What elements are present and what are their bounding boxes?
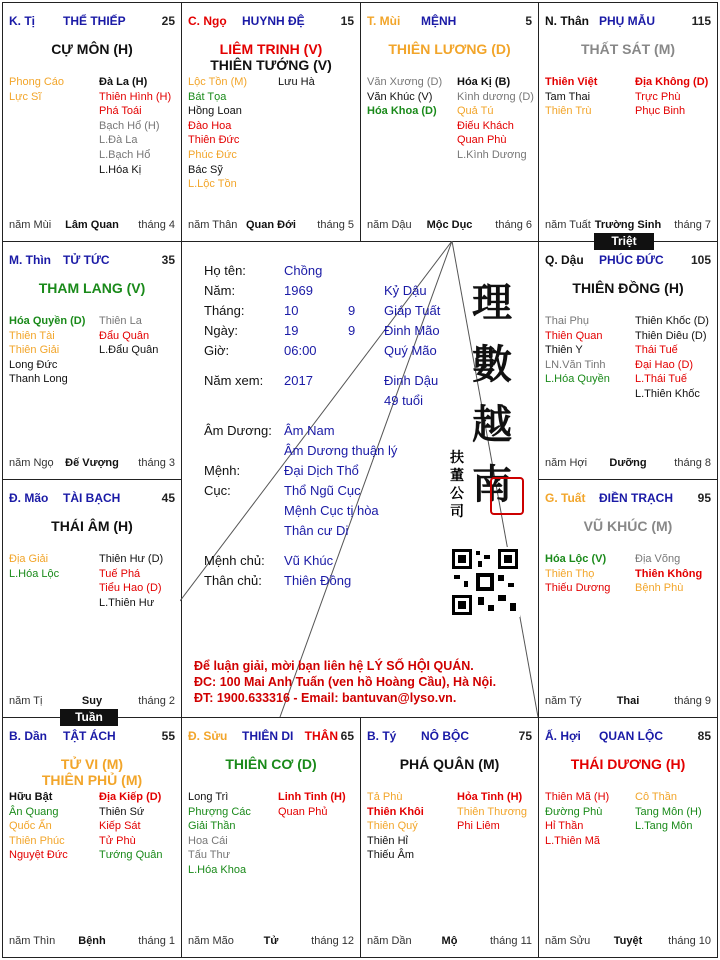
center-info-panel: [180, 241, 538, 717]
palace-number: 65: [340, 729, 354, 743]
palace-header: [9, 253, 175, 269]
minor-star: Quan Phù: [457, 134, 507, 147]
minor-star: Phục Binh: [635, 105, 686, 118]
amduong-note: Âm Dương thuận lý: [284, 443, 398, 458]
minor-star: Thiếu Âm: [367, 849, 415, 862]
minor-star: Quan Phủ: [278, 805, 328, 818]
cuc-value: Thổ Ngũ Cục: [284, 483, 361, 498]
minor-stars-left: [545, 314, 610, 387]
year-cycle: năm Hợi: [545, 457, 588, 469]
minor-stars-right: [635, 75, 708, 119]
life-stage: Mộc Dục: [426, 219, 473, 231]
minor-star: Lực Sĩ: [9, 90, 42, 103]
tuan-badge: Tuần: [60, 709, 118, 726]
minor-star: Thiên Khôi: [367, 805, 424, 818]
minor-star: Hoa Cái: [188, 834, 228, 847]
minor-star: Thái Tuế: [635, 344, 678, 357]
month-cycle: tháng 7: [674, 219, 711, 231]
palace-number: 115: [691, 14, 711, 28]
minor-star: Thiên Sứ: [99, 805, 145, 818]
palace-branch: B. Dần: [9, 729, 48, 743]
minor-star: Lưu Hà: [278, 76, 315, 88]
minor-star: Hóa Quyền (D): [9, 315, 86, 327]
triet-badge: Triệt: [594, 233, 654, 250]
palace-name: THIÊN DI: [242, 729, 294, 743]
name-label: Họ tên:: [204, 263, 246, 278]
palace-number: 55: [161, 729, 175, 743]
minor-star: Thiên Việt: [545, 76, 598, 88]
minor-star: Kiếp Sát: [99, 820, 141, 833]
minor-stars-left: [545, 552, 610, 596]
cuc-relation: Mệnh Cục tị hòa: [284, 503, 379, 518]
month-cycle: tháng 6: [495, 219, 532, 231]
year-can: Kỷ Dậu: [384, 283, 427, 298]
palace-branch: K. Tị: [9, 14, 35, 28]
month-cycle: tháng 11: [489, 935, 532, 947]
minor-star: Thanh Long: [9, 373, 68, 386]
minor-star: L.Thiên Hư: [99, 596, 155, 609]
palace-suu[interactable]: [181, 717, 361, 958]
palace-footer: [367, 935, 532, 949]
palace-name: PHỤ MẪU: [599, 14, 655, 28]
main-star: TỬ VI (M): [60, 756, 124, 772]
minor-star: Phi Liêm: [457, 820, 500, 833]
minor-star: L.Thiên Mã: [545, 834, 601, 847]
palace-name: HUYNH ĐỆ: [242, 14, 305, 28]
minor-stars-right: [99, 314, 158, 358]
palace-number: 85: [697, 729, 711, 743]
minor-stars-left: [545, 790, 609, 848]
year-cycle: năm Dậu: [367, 219, 412, 231]
minor-stars-right: [99, 75, 171, 177]
minor-stars-left: [188, 75, 247, 192]
palace-footer: [9, 695, 175, 709]
life-stage: Suy: [81, 695, 103, 707]
minor-star: Đường Phù: [545, 805, 603, 818]
minor-stars-right: [278, 790, 346, 819]
palace-name: MỆNH: [421, 14, 457, 28]
minor-star: Phúc Đức: [188, 148, 237, 161]
minor-star: Hóa Kị (B): [457, 76, 511, 88]
palace-mao[interactable]: [2, 479, 182, 718]
minor-star: Thiên Y: [545, 344, 583, 357]
minor-star: Cô Thần: [635, 791, 677, 803]
minor-star: L.Tang Môn: [635, 820, 693, 833]
minor-stars-left: [9, 75, 64, 104]
palace-branch: Đ. Sửu: [188, 729, 228, 743]
palace-branch: N. Thân: [545, 14, 589, 28]
palace-ti[interactable]: [2, 2, 182, 242]
minor-stars-right: [457, 75, 534, 163]
age-value: 49 tuổi: [384, 393, 424, 408]
main-star: THẤT SÁT (M): [580, 41, 676, 57]
life-stage: Đế Vượng: [65, 457, 119, 469]
life-stage: Bệnh: [78, 935, 106, 947]
palace-branch: M. Thìn: [9, 253, 51, 267]
minor-star: Thiên Diêu (D): [635, 329, 707, 342]
minor-star: L.Thiên Khốc: [635, 387, 700, 400]
main-star: PHÁ QUÂN (M): [399, 756, 500, 772]
minor-stars-right: [278, 75, 315, 90]
year-cycle: năm Mùi: [9, 219, 52, 231]
palace-name: NÔ BỘC: [421, 729, 469, 743]
main-star: THIÊN LƯƠNG (D): [388, 41, 511, 57]
minor-star: L.Đà La: [99, 134, 138, 147]
palace-thin[interactable]: [2, 241, 182, 480]
palace-number: 95: [697, 491, 711, 505]
view-year-value: 2017: [284, 373, 313, 388]
palace-footer: [9, 457, 175, 471]
palace-number: 15: [340, 14, 354, 28]
month-cycle: tháng 4: [138, 219, 175, 231]
month-cycle: tháng 5: [317, 219, 354, 231]
palace-header: [367, 14, 532, 30]
minor-star: Long Đức: [9, 358, 58, 371]
minor-star: Thiên Giải: [9, 344, 60, 357]
minor-star: L.Hóa Kị: [99, 163, 142, 176]
minor-star: Thiên Không: [635, 567, 703, 580]
main-star: THIÊN ĐỒNG (H): [572, 280, 684, 296]
palace-footer: [367, 219, 532, 233]
palace-than[interactable]: [538, 2, 718, 242]
minor-star: Bác Sỹ: [188, 163, 223, 176]
life-stage: Trường Sinh: [594, 219, 662, 231]
calligraphy-char-1: 理: [472, 279, 512, 326]
amduong-label: Âm Dương:: [204, 423, 272, 438]
day-can: Đinh Mão: [384, 323, 440, 338]
calligraphy-char-4: 南: [472, 461, 512, 508]
minor-stars-right: [457, 790, 527, 834]
palace-tuat[interactable]: [538, 479, 718, 718]
calligraphy-char-2: 數: [472, 341, 512, 388]
seal-text-left: 扶 董 公 司: [450, 450, 464, 520]
main-star: THIÊN TƯỚNG (V): [210, 57, 332, 73]
palace-number: 75: [518, 729, 532, 743]
year-cycle: năm Sửu: [545, 935, 591, 947]
life-stage: Dưỡng: [609, 457, 647, 469]
minor-star: Hỏa Tinh (H): [457, 791, 523, 803]
year-cycle: năm Tị: [9, 695, 43, 707]
palace-name: TÀI BẠCH: [63, 491, 121, 505]
minor-star: L.Đẩu Quân: [99, 344, 159, 357]
minor-star: Địa Kiếp (D): [99, 791, 162, 803]
day-label: Ngày:: [204, 323, 238, 338]
minor-stars-right: [99, 552, 163, 610]
minor-star: Phượng Các: [188, 805, 251, 818]
minor-star: Tấu Thư: [188, 849, 231, 862]
than-chu-label: Thân chủ:: [204, 573, 262, 588]
minor-stars-left: [188, 790, 251, 878]
palace-footer: [545, 695, 711, 709]
contact-address: ĐC: 100 Mai Anh Tuấn (ven hồ Hoàng Cầu), Hà Nội.: [194, 675, 497, 689]
palace-footer: [545, 935, 711, 949]
palace-header: [545, 14, 711, 30]
minor-star: Đà La (H): [99, 76, 148, 88]
minor-star: Kình dương (D): [457, 90, 534, 103]
palace-number: 45: [161, 491, 175, 505]
palace-header: [188, 729, 354, 745]
minor-star: Thiên Đức: [188, 134, 240, 147]
minor-star: Phá Toái: [99, 105, 142, 118]
palace-name: TỬ TỨC: [63, 253, 110, 267]
minor-star: L.Hóa Khoa: [188, 863, 247, 876]
palace-number: 35: [161, 253, 175, 267]
minor-star: Nguyệt Đức: [9, 849, 68, 862]
contact-line-1: Để luận giải, mời bạn liên hệ LÝ SỐ HỘI QUÁN.: [194, 659, 474, 673]
than-cu: Thân cư Di: [284, 523, 349, 538]
minor-star: Địa Võng: [635, 553, 681, 565]
main-star: THAM LANG (V): [38, 280, 146, 296]
year-label: Năm:: [204, 283, 236, 298]
minor-star: Lộc Tồn (M): [188, 76, 248, 88]
minor-star: Phong Cáo: [9, 76, 65, 88]
minor-star: LN.Văn Tinh: [545, 358, 606, 371]
minor-star: L.Bạch Hổ: [99, 148, 151, 161]
minor-star: Bát Tọa: [188, 90, 227, 103]
minor-star: Văn Xương (D): [367, 76, 443, 88]
menh-value: Đại Dịch Thổ: [284, 463, 359, 478]
minor-star: Thiên Thương: [457, 805, 528, 818]
year-cycle: năm Thìn: [9, 935, 56, 947]
palace-name: ĐIỀN TRẠCH: [599, 491, 673, 505]
palace-name: QUAN LỘC: [599, 729, 663, 743]
minor-stars-left: [367, 75, 442, 119]
minor-stars-left: [9, 314, 85, 387]
minor-stars-left: [9, 790, 68, 863]
main-star: LIÊM TRINH (V): [219, 41, 323, 57]
minor-star: Bạch Hổ (H): [99, 119, 160, 132]
palace-dan[interactable]: [2, 717, 182, 958]
minor-star: Tang Môn (H): [635, 805, 702, 818]
minor-star: Quả Tú: [457, 105, 494, 118]
minor-star: Hóa Lộc (V): [545, 553, 607, 565]
minor-star: Long Trì: [188, 791, 229, 803]
palace-hoi[interactable]: [538, 717, 718, 958]
month-label: Tháng:: [204, 303, 245, 318]
minor-star: Đẩu Quân: [99, 329, 150, 342]
minor-star: Thiên Quan: [545, 329, 603, 342]
year-cycle: năm Tý: [545, 695, 582, 707]
minor-star: Tam Thai: [545, 90, 591, 103]
year-cycle: năm Ngọ: [9, 457, 54, 469]
minor-star: Đại Hao (D): [635, 358, 694, 371]
minor-stars-left: [367, 790, 424, 863]
name-value: Chồng: [284, 263, 323, 278]
minor-star: Tử Phù: [99, 834, 136, 847]
month-can: Giáp Tuất: [384, 303, 441, 318]
menh-chu-label: Mệnh chủ:: [204, 553, 265, 568]
view-year-label: Năm xem:: [204, 373, 264, 388]
minor-star: Địa Giải: [9, 553, 49, 565]
minor-star: Bệnh Phù: [635, 582, 684, 595]
month-cycle: tháng 9: [674, 695, 711, 707]
month-day: 9: [348, 303, 356, 318]
palace-ngo[interactable]: [181, 2, 361, 242]
palace-branch: Q. Dậu: [545, 253, 584, 267]
palace-branch: B. Tý: [367, 729, 397, 743]
minor-star: Hồng Loan: [188, 105, 242, 118]
palace-footer: [545, 219, 711, 233]
minor-star: Thiên Thọ: [545, 567, 595, 580]
life-stage: Mộ: [441, 935, 458, 947]
year-cycle: năm Dần: [367, 935, 412, 947]
main-star: THIÊN CƠ (D): [225, 756, 317, 772]
palace-branch: G. Tuất: [545, 491, 586, 505]
palace-footer: [188, 219, 354, 233]
minor-star: Thiếu Dương: [545, 582, 611, 595]
life-stage: Quan Đới: [246, 219, 296, 231]
palace-header: [545, 729, 711, 745]
minor-stars-right: [99, 790, 163, 863]
day-day: 9: [348, 323, 356, 338]
menh-chu-value: Vũ Khúc: [284, 553, 334, 568]
main-star: THÁI DƯƠNG (H): [570, 756, 686, 772]
palace-footer: [9, 935, 175, 949]
palace-ty[interactable]: [360, 717, 539, 958]
life-stage: Tuyệt: [613, 935, 643, 947]
minor-star: Thiên Hỉ: [367, 834, 408, 847]
palace-footer: [188, 935, 354, 949]
minor-star: Hóa Khoa (D): [367, 105, 437, 118]
palace-header: [9, 729, 175, 745]
year-cycle: năm Mão: [188, 935, 234, 947]
view-year-can: Đinh Dậu: [384, 373, 439, 388]
minor-stars-left: [9, 552, 59, 581]
minor-star: L.Kình Dương: [457, 148, 527, 161]
palace-dau[interactable]: [538, 241, 718, 480]
minor-star: Linh Tinh (H): [278, 791, 346, 803]
minor-star: Thiên Hư (D): [99, 553, 164, 565]
palace-footer: [545, 457, 711, 471]
minor-star: Giải Thần: [188, 820, 236, 833]
palace-branch: C. Ngọ: [188, 14, 227, 28]
main-star: CỰ MÔN (H): [51, 41, 133, 57]
menh-label: Mệnh:: [204, 463, 241, 478]
minor-stars-right: [635, 552, 702, 596]
month-cycle: tháng 3: [138, 457, 175, 469]
minor-star: Thai Phụ: [545, 315, 590, 327]
minor-star: L.Lộc Tồn: [188, 178, 237, 191]
minor-star: Tướng Quân: [99, 849, 163, 862]
palace-footer: [9, 219, 175, 233]
minor-star: Trực Phù: [635, 90, 681, 103]
minor-star: Thiên Khốc (D): [635, 315, 709, 327]
minor-star: Thiên Tài: [9, 329, 55, 342]
year-cycle: năm Thân: [188, 219, 238, 231]
month-cycle: tháng 2: [138, 695, 175, 707]
day-value: 19: [284, 323, 299, 338]
palace-number: 5: [525, 14, 532, 28]
palace-number: 105: [690, 253, 711, 267]
contact-phone-email: ĐT: 1900.633316 - Email: bantuvan@lyso.vn.: [194, 691, 457, 705]
minor-star: Quốc Ấn: [9, 820, 52, 833]
main-star: THIÊN PHỦ (M): [41, 772, 143, 788]
palace-header: [367, 729, 532, 745]
minor-star: Hữu Bật: [9, 791, 53, 803]
month-cycle: tháng 1: [138, 935, 175, 947]
palace-header: [9, 491, 175, 507]
minor-star: Địa Không (D): [635, 76, 709, 88]
cuc-label: Cục:: [204, 483, 231, 498]
minor-star: Thiên Mã (H): [545, 791, 610, 803]
hour-value: 06:00: [284, 343, 317, 358]
main-star: VŨ KHÚC (M): [583, 518, 673, 534]
palace-name: PHÚC ĐỨC: [599, 253, 664, 267]
minor-stars-right: [635, 790, 702, 834]
minor-stars-right: [635, 314, 709, 402]
minor-star: Thiên Quý: [367, 820, 418, 833]
main-star: THÁI ÂM (H): [51, 518, 133, 534]
palace-number: 25: [161, 14, 175, 28]
minor-star: Tuế Phá: [99, 567, 141, 580]
minor-star: Điếu Khách: [457, 119, 514, 132]
palace-header: [188, 14, 354, 30]
than-chu-value: Thiên Đồng: [284, 573, 352, 588]
minor-star: Thiên Trù: [545, 105, 592, 118]
minor-star: Thiên Phúc: [9, 834, 65, 847]
palace-name: THỂ THIẾP: [63, 14, 126, 28]
minor-star: Ân Quang: [9, 805, 59, 818]
life-stage: Lâm Quan: [65, 219, 119, 231]
minor-star: Thiên La: [99, 315, 142, 327]
hour-can: Quý Mão: [384, 343, 437, 358]
palace-header: [545, 491, 711, 507]
qr-code-icon[interactable]: [450, 547, 520, 617]
palace-name: TẬT ÁCH: [63, 729, 116, 743]
palace-header: [9, 14, 175, 30]
palace-header: [545, 253, 711, 269]
amduong-value: Âm Nam: [284, 423, 335, 438]
minor-star: Thiên Hình (H): [99, 90, 172, 103]
month-cycle: tháng 10: [668, 935, 711, 947]
palace-branch: T. Mùi: [367, 14, 401, 28]
calligraphy-char-3: 越: [472, 401, 512, 448]
minor-star: Tiểu Hao (D): [99, 582, 162, 595]
palace-branch: Ấ. Hợi: [545, 729, 581, 743]
year-cycle: năm Tuất: [545, 219, 591, 231]
minor-star: L.Hóa Quyền: [545, 373, 610, 386]
life-stage: Thai: [616, 695, 640, 707]
than-marker: THÂN: [304, 729, 338, 743]
month-value: 10: [284, 303, 299, 318]
palace-branch: Đ. Mão: [9, 491, 49, 505]
minor-star: Văn Khúc (V): [367, 90, 433, 103]
minor-star: Hỉ Thần: [545, 820, 584, 833]
year-value: 1969: [284, 283, 313, 298]
palace-mui[interactable]: [360, 2, 539, 242]
minor-star: L.Hóa Lộc: [9, 567, 60, 580]
red-seal-stamp: [490, 477, 524, 515]
life-stage: Tử: [263, 935, 279, 947]
month-cycle: tháng 8: [674, 457, 711, 469]
hour-label: Giờ:: [204, 343, 230, 358]
minor-star: L.Thái Tuế: [635, 373, 687, 386]
minor-stars-left: [545, 75, 597, 119]
minor-star: Tả Phù: [367, 791, 403, 803]
month-cycle: tháng 12: [311, 935, 354, 947]
minor-star: Đào Hoa: [188, 119, 232, 132]
